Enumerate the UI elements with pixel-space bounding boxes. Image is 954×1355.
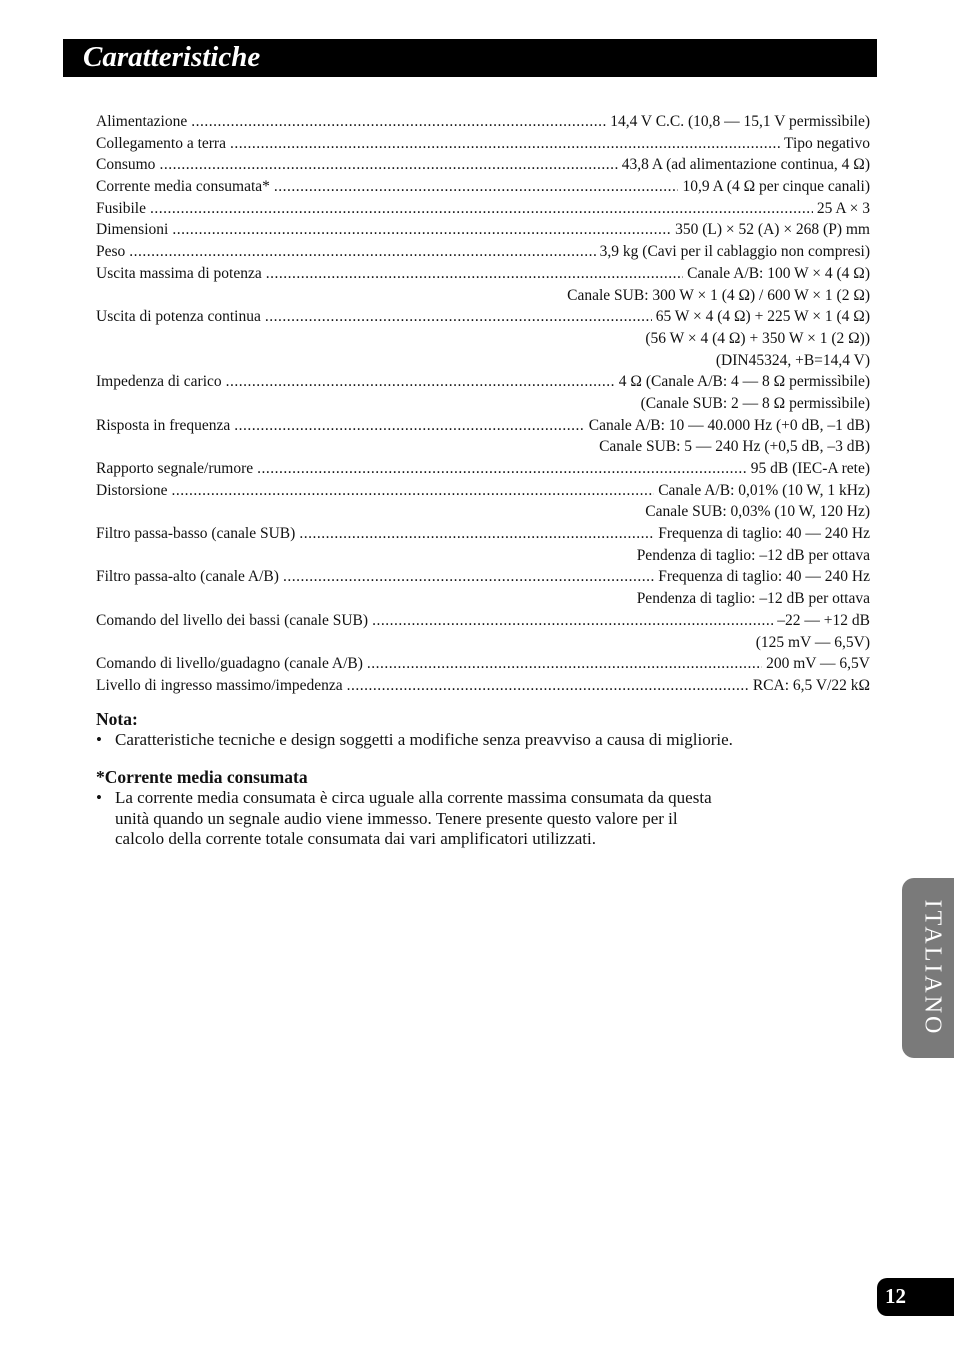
spec-label: Peso [96,243,126,261]
dot-leader [347,675,749,697]
spec-value: Frequenza di taglio: 40 — 240 Hz [658,525,870,543]
spec-label: Risposta in frequenza [96,416,231,434]
spec-label: Comando di livello/guadagno (canale A/B) [96,655,363,673]
dot-leader [234,415,584,437]
spec-value: RCA: 6,5 V/22 kΩ [752,676,870,694]
spec-value: 4 Ω (Canale A/B: 4 — 8 Ω permissìbile) [618,373,870,391]
spec-label: Impedenza di carico [96,373,222,391]
spec-label: Distorsione [96,481,168,499]
spec-value: 200 mV — 6,5V [766,655,870,673]
spec-value: Canale A/B: 10 — 40.000 Hz (+0 dB, –1 dB) [588,416,870,434]
spec-row [96,610,870,632]
dot-leader [171,480,654,502]
dot-leader [159,154,617,176]
spec-label: Uscita di potenza continua [96,308,261,326]
spec-label: Comando del livello dei bassi (canale SUB) [96,611,369,629]
page-number-box [877,1278,954,1316]
spec-value: 65 W × 4 (4 Ω) + 225 W × 1 (4 Ω) [655,308,870,326]
spec-row [96,480,870,502]
dot-leader [283,566,654,588]
spec-value-continued: (Canale SUB: 2 — 8 Ω permissìbile) [640,394,870,412]
spec-value-continued: (56 W × 4 (4 Ω) + 350 W × 1 (2 Ω)) [645,329,870,347]
bullet: • [96,788,102,807]
spec-row [96,523,870,545]
spec-label: Collegamento a terra [96,134,226,152]
spec-row [96,371,870,393]
specifications-list [96,111,870,697]
spec-value: 43,8 A (ad alimentazione continua, 4 Ω) [621,156,870,174]
spec-row [96,219,870,241]
spec-label: Filtro passa-alto (canale A/B) [96,568,279,586]
spec-label: Alimentazione [96,113,188,130]
spec-value-continued: Canale SUB: 5 — 240 Hz (+0,5 dB, –3 dB) [599,438,870,456]
spec-row [96,458,870,480]
spec-row [96,415,870,437]
dot-leader [230,133,780,155]
dot-leader [226,371,615,393]
spec-value: Tipo negativo [784,134,870,152]
note-title: Nota: [96,709,138,729]
note-section [96,708,876,751]
spec-label: Rapporto segnale/rumore [96,460,254,477]
spec-label: Consumo [96,156,156,174]
spec-label: Corrente media consumata* [96,178,270,196]
dot-leader [191,111,606,133]
footnote-item [96,788,716,850]
dot-leader [172,219,671,241]
dot-leader [265,306,652,328]
dot-leader [299,523,654,545]
spec-value-continued: (125 mV — 6,5V) [755,633,870,651]
spec-row [96,306,870,328]
dot-leader [372,610,773,632]
spec-value: 3,9 kg (Cavi per il cablaggio non compresi) [599,243,870,261]
footnote-section [96,766,716,850]
footnote-title: *Corrente media consumata [96,767,308,787]
dot-leader [266,263,683,285]
note-item [96,730,876,751]
page-number: 12 [885,1284,906,1308]
spec-row [96,263,870,285]
spec-row [96,154,870,176]
spec-value-continued: Pendenza di taglio: –12 dB per ottava [636,590,870,608]
spec-row [96,675,870,697]
spec-value-continued: Canale SUB: 0,03% (10 W, 120 Hz) [645,503,870,521]
dot-leader [274,176,679,198]
spec-row [96,133,870,155]
spec-row [96,653,870,675]
spec-value: Canale A/B: 100 W × 4 (4 Ω) [687,264,870,282]
dot-leader [129,241,595,263]
language-tab-label: ITALIANO [919,899,946,1037]
spec-value: 350 (L) × 52 (A) × 268 (P) mm [675,221,870,239]
spec-value: 25 A × 3 [816,199,870,217]
spec-label: Livello di ingresso massimo/impedenza [96,676,343,694]
spec-row [96,241,870,263]
header-bar [63,39,877,77]
spec-value-continued: Pendenza di taglio: –12 dB per ottava [636,546,870,564]
dot-leader [257,458,747,480]
spec-value: –22 — +12 dB [777,611,870,629]
spec-row [96,111,870,133]
spec-value-continued: (DIN45324, +B=14,4 V) [715,351,870,369]
dot-leader [367,653,762,675]
spec-row [96,176,870,198]
spec-row [96,198,870,220]
spec-value: Frequenza di taglio: 40 — 240 Hz [658,568,870,586]
spec-label: Fusibile [96,199,146,217]
language-tab [902,878,954,1058]
spec-label: Filtro passa-basso (canale SUB) [96,525,296,543]
dot-leader [150,198,813,220]
spec-value: Canale A/B: 0,01% (10 W, 1 kHz) [658,481,870,499]
page-title: Caratteristiche [83,41,261,73]
spec-label: Dimensioni [96,221,169,239]
spec-value: 10,9 A (4 Ω per cinque canali) [682,178,870,196]
spec-value: 95 dB (IEC-A rete) [750,460,870,477]
note-text: Caratteristiche tecniche e design soggetti a modifiche senza preavviso a causa di migliorie. [115,730,733,749]
footnote-text: La corrente media consumata è circa uguale alla corrente massima consumata da questa unità quando un segnale audio viene immesso. Tenere presente questo valore per il calcolo della corrente totale consumata dai vari amplificatori utilizzati. [115,788,712,848]
spec-label: Uscita massima di potenza [96,264,262,282]
bullet: • [96,730,102,749]
spec-row [96,566,870,588]
spec-value-continued: Canale SUB: 300 W × 1 (4 Ω) / 600 W × 1 (2 Ω) [567,286,870,304]
spec-value: 14,4 V C.C. (10,8 — 15,1 V permissìbile) [610,113,870,130]
